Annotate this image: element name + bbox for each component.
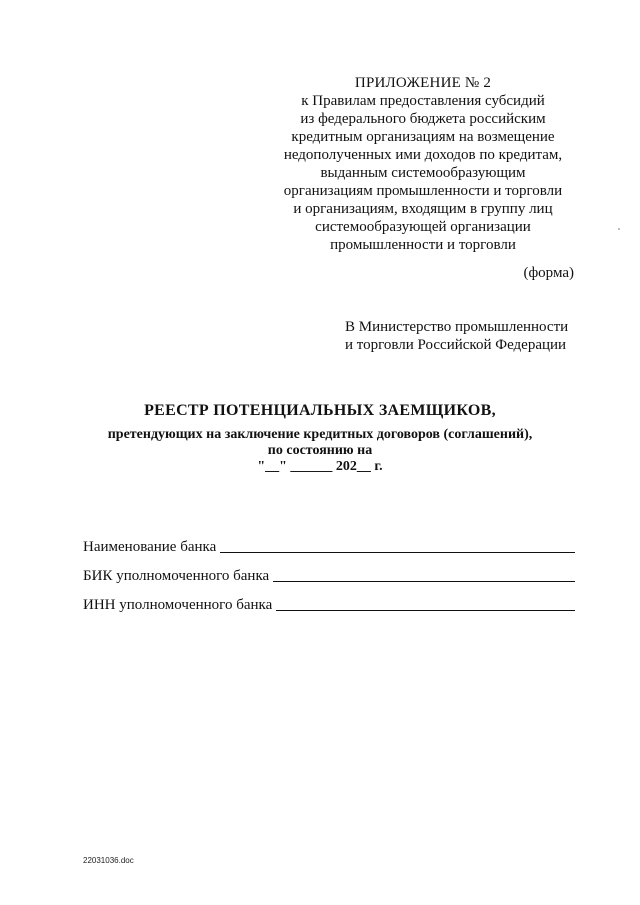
registry-title: РЕЕСТР ПОТЕНЦИАЛЬНЫХ ЗАЕМЩИКОВ,: [144, 402, 496, 419]
registry-date-line: "__" ______ 202__ г.: [257, 459, 383, 474]
appendix-block: [255, 74, 591, 254]
bik-blank-line: [273, 567, 575, 582]
inn-field: [83, 596, 575, 614]
appendix-title: ПРИЛОЖЕНИЕ № 2: [354, 75, 492, 91]
appendix-line: организациям промышленности и торговли: [283, 183, 563, 199]
inn-label: ИНН уполномоченного банка: [83, 597, 273, 613]
appendix-line: и организациям, входящим в группу лиц: [293, 201, 553, 217]
appendix-line: кредитным организациям на возмещение: [291, 129, 555, 145]
addressee-line: и торговли Российской Федерации: [345, 337, 567, 353]
appendix-line: выданным системообразующим: [320, 165, 526, 181]
appendix-line: из федерального бюджета российским: [300, 111, 546, 127]
appendix-line: к Правилам предоставления субсидий: [301, 93, 545, 109]
appendix-line: недополученных ими доходов по кредитам,: [283, 147, 563, 163]
document-code: 22031036.doc: [83, 856, 134, 865]
appendix-line: системообразующей организации: [315, 219, 531, 235]
addressee-line: В Министерство промышленности: [345, 319, 569, 335]
registry-subtitle-line: по состоянию на: [267, 443, 373, 458]
registry-subtitle: [40, 427, 600, 475]
registry-subtitle-line: претендующих на заключение кредитных договоров (соглашений),: [107, 427, 533, 442]
addressee-block: [345, 318, 605, 354]
form-label: (форма): [523, 265, 574, 281]
bank-name-blank-line: [220, 538, 575, 553]
bank-name-label: Наименование банка: [83, 539, 217, 555]
scan-speck: [618, 228, 620, 230]
bik-label: БИК уполномоченного банка: [83, 568, 270, 584]
bik-field: [83, 567, 575, 585]
inn-blank-line: [276, 596, 575, 611]
bank-name-field: [83, 538, 575, 556]
appendix-line: промышленности и торговли: [330, 237, 516, 253]
